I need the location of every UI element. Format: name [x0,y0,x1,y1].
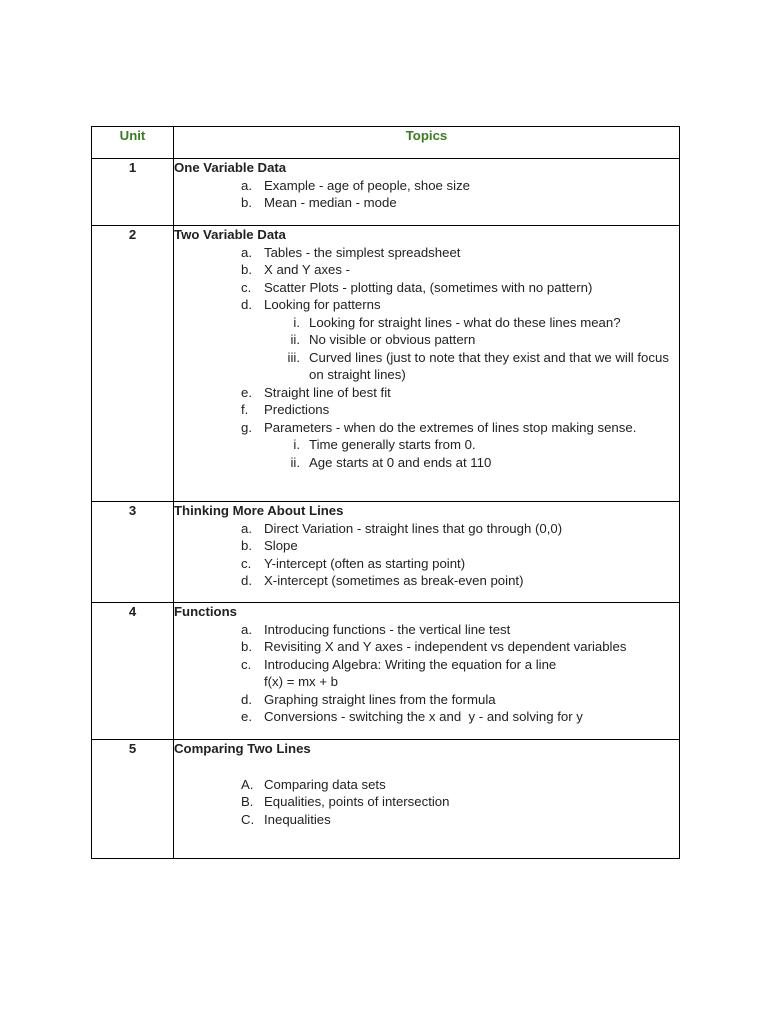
sub-list-item [174,436,679,454]
table-row [92,226,680,502]
list-item [174,279,679,297]
list-item-text: Looking for patterns [264,297,381,312]
equation-text: f(x) = mx + b [264,674,339,689]
list-item-text: Tables - the simplest spreadsheet [264,244,461,260]
list-item-text: Age starts at 0 and ends at 110 [309,454,492,470]
topic-cell [174,502,680,603]
list-item [174,520,679,538]
list-marker: i. [293,314,300,330]
table-row [92,603,680,740]
list-item [174,708,679,726]
list-marker: a. [241,177,252,193]
list-marker: i. [293,437,300,452]
list-item [174,296,679,384]
list-item [174,384,679,402]
list-item [174,537,679,555]
unit-number: 2 [92,226,174,502]
topics-column-header: Topics [174,127,680,159]
unit-title: Thinking More About Lines [174,503,344,518]
list-item-text: Looking for straight lines - what do these lines mean? [309,314,621,330]
topic-list [174,621,679,726]
list-item-text: Comparing data sets [264,776,386,792]
unit-title: Functions [174,604,238,619]
list-marker: c. [241,656,252,672]
topic-cell [174,603,680,740]
list-marker: b. [241,639,252,654]
list-item-text: X-intercept (sometimes as break-even point) [264,573,524,588]
curriculum-table [91,126,680,859]
list-item [174,572,679,590]
list-marker: d. [241,691,252,707]
unit-title: Comparing Two Lines [174,741,311,756]
list-item [174,776,679,794]
sub-topic-list [264,436,679,471]
list-item [174,401,679,419]
list-item-text: Graphing straight lines from the formula [264,691,496,707]
table-row [92,740,680,859]
list-item [174,811,679,829]
topic-cell [174,159,680,226]
list-item [174,244,679,262]
list-item-text: Time generally starts from 0. [309,437,476,452]
unit-title: One Variable Data [174,160,287,175]
list-item-text: Introducing functions - the vertical line test [264,621,511,637]
list-item [174,621,679,639]
list-item [174,261,679,279]
list-item [174,656,679,691]
spacer [174,758,679,776]
topic-cell [174,226,680,502]
list-item-text: Equalities, points of intersection [264,794,450,809]
list-item [174,793,679,811]
list-item-text: Revisiting X and Y axes - independent vs dependent variables [264,639,627,654]
list-marker: c. [241,279,252,295]
list-marker: ii. [290,332,300,347]
list-item-text: Example - age of people, shoe size [264,177,470,193]
table-row [92,159,680,226]
sub-list-item [174,314,679,332]
list-item-text: Predictions [264,402,330,417]
list-item-text: Inequalities [264,811,331,827]
sub-list-item [174,349,679,384]
list-item [174,691,679,709]
list-item [174,419,679,472]
list-item-text: Straight line of best fit [264,384,391,400]
list-item-text: Parameters - when do the extremes of lines stop making sense. [264,419,637,435]
topic-list [174,244,679,472]
list-marker: a. [241,244,252,260]
unit-column-header: Unit [92,127,174,159]
list-marker: e. [241,709,252,724]
list-marker: B. [241,794,254,809]
sub-list-item [174,454,679,472]
topic-list [174,520,679,590]
list-item-text: Direct Variation - straight lines that go through (0,0) [264,520,563,536]
unit-number: 5 [92,740,174,859]
list-item-text: No visible or obvious pattern [309,332,476,347]
list-item-text: Scatter Plots - plotting data, (sometimes with no pattern) [264,279,593,295]
list-item [174,194,679,212]
list-marker: g. [241,419,252,435]
list-item-text: Y-intercept (often as starting point) [264,555,466,571]
sub-list-item [174,331,679,349]
list-item-text: Mean - median - mode [264,195,397,210]
list-marker: f. [241,402,249,417]
list-marker: b. [241,195,252,210]
unit-title: Two Variable Data [174,227,286,242]
list-item [174,177,679,195]
topic-list [174,177,679,212]
unit-number: 1 [92,159,174,226]
list-marker: C. [241,811,255,827]
topic-list [174,776,679,829]
list-item [174,638,679,656]
list-marker: b. [241,262,252,277]
list-marker: d. [241,573,252,588]
list-marker: A. [241,776,254,792]
list-item-text: Conversions - switching the x and y - and solving for y [264,709,583,724]
list-marker: b. [241,538,252,553]
list-marker: d. [241,297,252,312]
list-marker: a. [241,520,252,536]
list-item-text: Slope [264,538,298,553]
unit-number: 3 [92,502,174,603]
list-marker: e. [241,384,252,400]
list-item-text: Curved lines (just to note that they exist and that we will focus on straight lines) [309,349,669,382]
list-item-text: Introducing Algebra: Writing the equation for a line [264,656,557,672]
list-marker: iii. [287,349,300,365]
unit-number: 4 [92,603,174,740]
list-marker: c. [241,555,252,571]
topic-cell [174,740,680,859]
table-header-row [92,127,680,159]
list-marker: ii. [290,454,300,470]
sub-topic-list [264,314,679,384]
list-item-text: X and Y axes - [264,262,351,277]
list-marker: a. [241,621,252,637]
list-item [174,555,679,573]
table-row [92,502,680,603]
